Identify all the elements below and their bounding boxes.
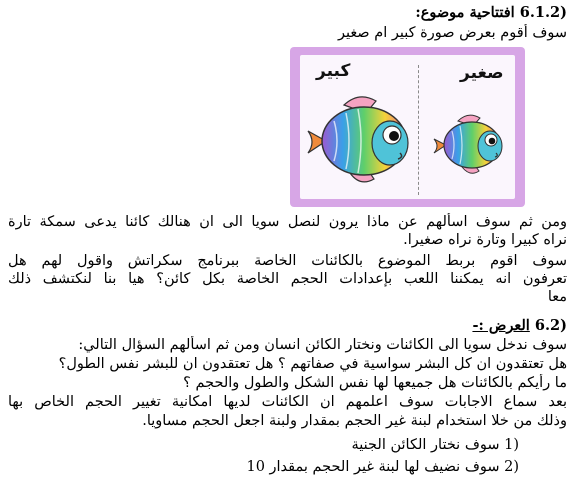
paragraph3-line-4: بعد سماع الاجابات سوف اعلمهم ان الكائنات لديها امكانية تغيير الحجم الخاص بها [8, 394, 567, 410]
paragraph1-line-1: ومن ثم سوف اسألهم عن ماذا يرون لنصل سويا الى ان هنالك كائنا يدعى سمكة تارة [8, 214, 567, 230]
section-number: 6.2) [534, 317, 567, 334]
section-number: 6.1.2) [519, 4, 567, 21]
section-heading-intro [8, 4, 567, 22]
paragraph2-line-2: تعرفون انه يمكننا اللعب بإعدادات الحجم الخاصة بكل كائن؟ هيا بنا لنكتشف ذلك [8, 271, 567, 287]
paragraph3-line-5: وذلك من خلا استخدام لبنة غير الحجم بمقدار ولبنة اجعل الحجم مساويا. [142, 413, 567, 429]
section-title: افتتاحية موضوع: [415, 4, 515, 21]
big-small-picture [290, 47, 525, 207]
intro-sentence: سوف أقوم بعرض صورة كبير ام صغير [337, 25, 567, 41]
step-text: سوف نضيف لها لبنة غير الحجم بمقدار 10 [246, 459, 500, 475]
section-heading-presentation [8, 317, 567, 335]
picture-divider [418, 65, 419, 195]
big-fish-icon [304, 91, 414, 191]
paragraph3-line-1: سوف ندخل سويا الى الكائنات ونختار الكائن انسان ومن ثم اسألهم السؤال التالي: [78, 337, 567, 353]
paragraph2-line-1: سوف اقوم بربط الموضوع بالكائنات الخاصة ببرنامج سكراتش واقول لهم هل [8, 253, 567, 269]
picture-inner [300, 55, 515, 199]
paragraph1-line-2: نراه كبيرا وتارة نراه صغيرا. [403, 232, 567, 248]
section-title: العرض :- [472, 317, 530, 334]
list-item [8, 458, 519, 476]
big-label: كبير [316, 61, 351, 81]
step-text: سوف نختار الكائن الجنية [351, 437, 500, 453]
small-fish-icon [432, 111, 506, 179]
list-item [8, 436, 519, 454]
step-number: 1) [504, 437, 519, 453]
paragraph3-line-3: ما رأيكم بالكائنات هل جميعها لها نفس الشكل والطول والحجم ؟ [183, 375, 567, 391]
step-number: 2) [504, 459, 519, 475]
paragraph2-line-3: معا [547, 289, 567, 305]
small-label: صغير [460, 63, 504, 83]
paragraph3-line-2: هل تعتقدون ان كل البشر سواسية في صفاتهم ؟ هل تعتقدون ان للبشر نفس الطول؟ [58, 356, 567, 372]
